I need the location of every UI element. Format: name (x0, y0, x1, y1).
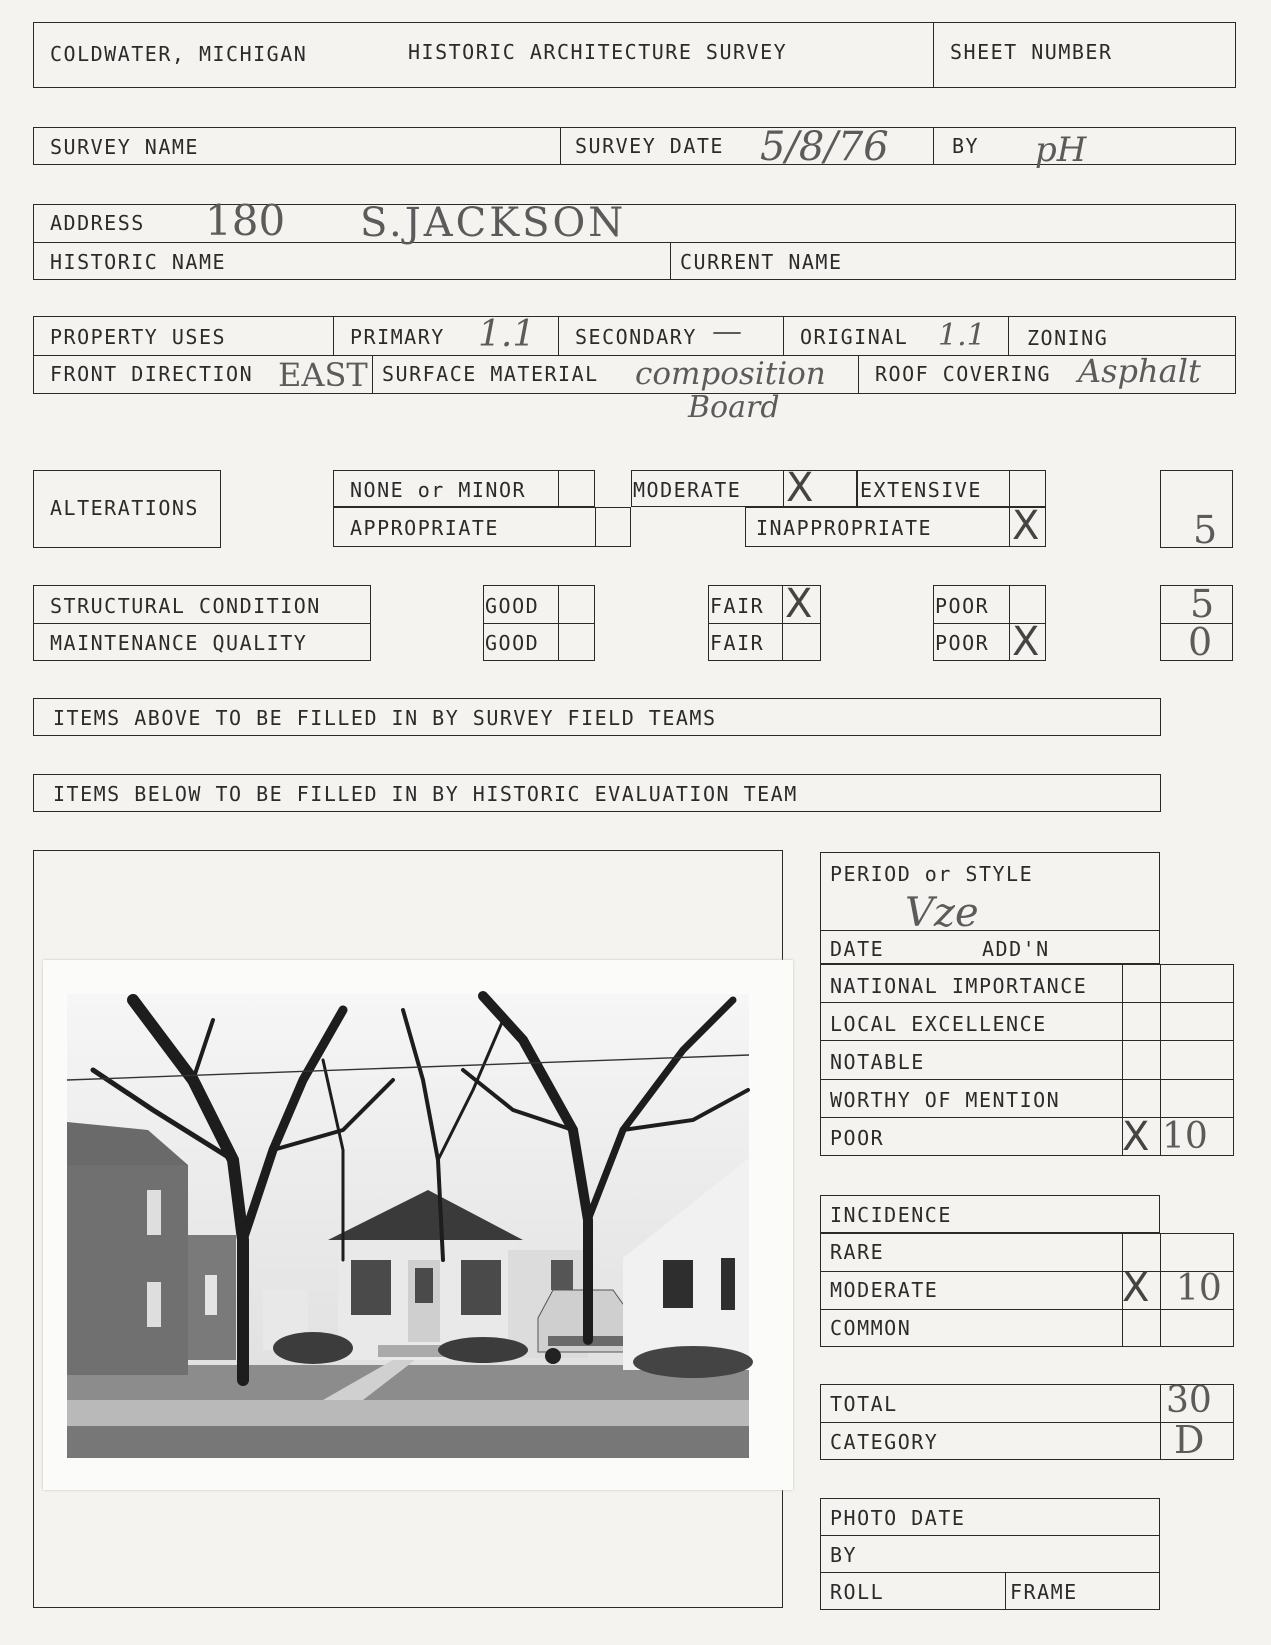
alt-inappropriate-label: INAPPROPRIATE (756, 516, 933, 540)
alt-moderate-check-div (783, 470, 784, 507)
maintenance-poor-mark[interactable]: X (1012, 619, 1040, 665)
poor-score[interactable]: 10 (1162, 1116, 1208, 1157)
historic-name-label: HISTORIC NAME (50, 250, 227, 274)
city-label: COLDWATER, MICHIGAN (50, 42, 308, 66)
note-below: ITEMS BELOW TO BE FILLED IN BY HISTORIC EVALUATION TEAM (53, 782, 798, 806)
incidence-score[interactable]: 10 (1176, 1268, 1222, 1309)
house-photograph (43, 960, 793, 1490)
totals-col (1160, 1384, 1161, 1460)
survey-date-value[interactable]: 5/8/76 (760, 124, 889, 170)
photo-info-row-2 (820, 1572, 1160, 1573)
alterations-label: ALTERATIONS (50, 496, 199, 520)
fair-check-div (782, 585, 783, 661)
alt-none-minor-label: NONE or MINOR (350, 478, 527, 502)
structural-fair-label: FAIR (710, 594, 765, 618)
name-divider (670, 242, 671, 280)
photo-info-col (1005, 1572, 1006, 1610)
address-label: ADDRESS (50, 211, 145, 235)
structural-fair-mark[interactable]: X (785, 581, 813, 627)
alt-extensive-label: EXTENSIVE (860, 478, 982, 502)
rare-label: RARE (830, 1240, 885, 1264)
period-value[interactable]: Vze (905, 890, 979, 936)
original-label: ORIGINAL (800, 325, 909, 349)
survey-by-value[interactable]: pH (1035, 130, 1087, 170)
inc-row-2 (820, 1309, 1234, 1310)
surface-material-value-2[interactable]: Board (688, 390, 780, 425)
category-value[interactable]: D (1174, 1418, 1205, 1462)
structural-good-label: GOOD (485, 594, 540, 618)
address-street[interactable]: S.JACKSON (360, 200, 627, 246)
eval-date-label: DATE (830, 937, 885, 961)
form-title: HISTORIC ARCHITECTURE SURVEY (408, 40, 788, 64)
structural-score[interactable]: 5 (1190, 582, 1215, 626)
maintenance-label: MAINTENANCE QUALITY (50, 631, 308, 655)
survey-name-label: SURVEY NAME (50, 135, 199, 159)
alt-moderate-label: MODERATE (633, 478, 742, 502)
alt-appropriate-label: APPROPRIATE (350, 516, 499, 540)
zoning-label: ZONING (1027, 326, 1109, 350)
primary-label: PRIMARY (350, 325, 445, 349)
maintenance-score[interactable]: 0 (1188, 620, 1213, 664)
current-name-label: CURRENT NAME (680, 250, 843, 274)
alt-approp-check-div (595, 507, 596, 547)
front-direction-value[interactable]: EAST (278, 356, 368, 394)
addn-label: ADD'N (982, 937, 1050, 961)
period-label: PERIOD or STYLE (830, 862, 1034, 886)
good-divider (483, 623, 595, 624)
imp-row-2 (820, 1040, 1234, 1041)
incidence-label: INCIDENCE (830, 1203, 952, 1227)
structural-poor-label: POOR (935, 594, 990, 618)
secondary-label: SECONDARY (575, 325, 697, 349)
roll-label: ROLL (830, 1580, 885, 1604)
alt-none-check-div (558, 470, 559, 507)
prop-div-5 (372, 355, 373, 394)
prop-div-3 (783, 316, 784, 355)
poor-check-div (1009, 585, 1010, 661)
surface-material-label: SURFACE MATERIAL (382, 362, 599, 386)
survey-date-label: SURVEY DATE (575, 134, 724, 158)
prop-div-2 (558, 316, 559, 355)
prop-div-6 (858, 355, 859, 394)
structural-label: STRUCTURAL CONDITION (50, 594, 321, 618)
poor-label: POOR (830, 1126, 885, 1150)
maintenance-fair-label: FAIR (710, 631, 765, 655)
sheet-number-label: SHEET NUMBER (950, 40, 1113, 64)
surface-material-value-1[interactable]: composition (635, 356, 826, 392)
prop-div-1 (333, 316, 334, 355)
notable-label: NOTABLE (830, 1050, 925, 1074)
primary-value[interactable]: 1.1 (478, 314, 536, 355)
roof-covering-value[interactable]: Asphalt (1078, 352, 1201, 390)
alt-moderate-mark[interactable]: X (786, 465, 814, 511)
importance-col-2 (1160, 964, 1161, 1156)
common-label: COMMON (830, 1316, 912, 1340)
local-label: LOCAL EXCELLENCE (830, 1012, 1047, 1036)
poor-mark[interactable]: X (1122, 1114, 1150, 1160)
survey-divider-1 (560, 127, 561, 165)
property-uses-label: PROPERTY USES (50, 325, 227, 349)
photo-by-label: BY (830, 1543, 858, 1567)
frame-label: FRAME (1010, 1580, 1078, 1604)
imp-row-3 (820, 1079, 1234, 1080)
front-direction-label: FRONT DIRECTION (50, 362, 254, 386)
photo-date-label: PHOTO DATE (830, 1506, 966, 1530)
good-check-div (558, 585, 559, 661)
total-value[interactable]: 30 (1166, 1380, 1212, 1421)
inc-moderate-label: MODERATE (830, 1278, 939, 1302)
total-label: TOTAL (830, 1392, 898, 1416)
address-number[interactable]: 180 (205, 196, 286, 245)
alt-score[interactable]: 5 (1193, 508, 1218, 552)
roof-covering-label: ROOF COVERING (875, 362, 1052, 386)
imp-row-1 (820, 1002, 1234, 1003)
category-label: CATEGORY (830, 1430, 939, 1454)
worthy-label: WORTHY OF MENTION (830, 1088, 1061, 1112)
photo-image (43, 960, 793, 1490)
condition-label-divider (33, 623, 371, 624)
maintenance-poor-label: POOR (935, 631, 990, 655)
inc-col-2 (1160, 1233, 1161, 1347)
prop-div-4 (1008, 316, 1009, 355)
maintenance-good-label: GOOD (485, 631, 540, 655)
date-line (820, 930, 1160, 931)
inc-row-1 (820, 1271, 1234, 1272)
note-above: ITEMS ABOVE TO BE FILLED IN BY SURVEY FIELD TEAMS (53, 706, 717, 730)
header-divider (933, 22, 934, 88)
inc-moderate-mark[interactable]: X (1122, 1265, 1150, 1311)
secondary-value[interactable]: — (712, 314, 742, 349)
survey-by-label: BY (952, 134, 980, 158)
totals-divider (820, 1422, 1234, 1423)
survey-divider-2 (933, 127, 934, 165)
national-label: NATIONAL IMPORTANCE (830, 974, 1088, 998)
alt-inapprop-check-div (1009, 507, 1010, 547)
original-value[interactable]: 1.1 (938, 318, 986, 353)
alt-inappropriate-mark[interactable]: X (1012, 503, 1040, 549)
alt-extensive-check-div (1009, 470, 1010, 507)
photo-info-row-1 (820, 1535, 1160, 1536)
